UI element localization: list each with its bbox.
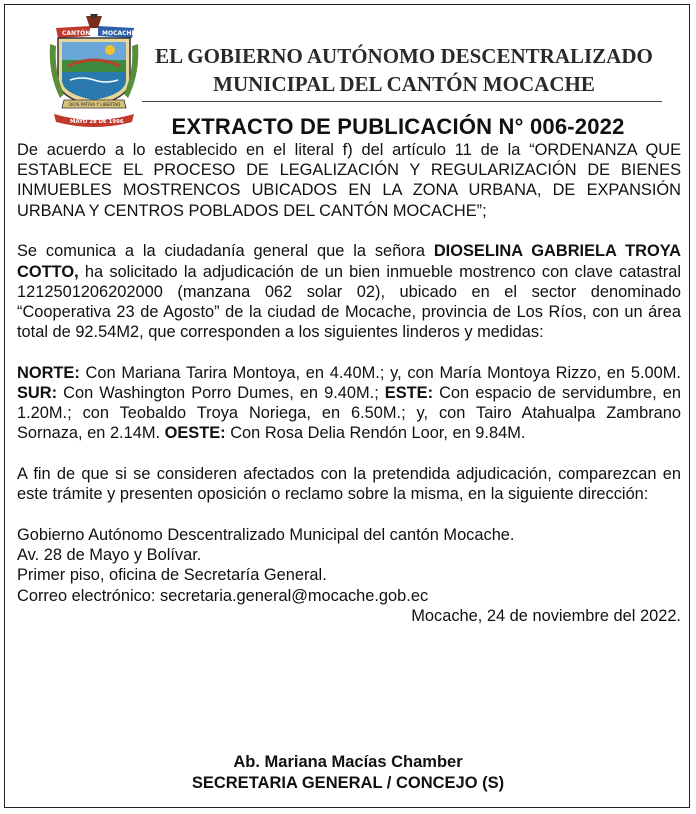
boundary-south-text: Con Washington Porro Dumes, en 9.40M.; xyxy=(57,384,385,403)
boundary-west-text: Con Rosa Delia Rendón Loor, en 9.84M. xyxy=(225,424,526,443)
header xyxy=(0,0,696,125)
paragraph-objection: A fin de que si se consideren afectados con la pretendida adjudicación, comparezcan en este trámite y presenten oposición o reclamo sobre la misma, en la siguiente dirección: xyxy=(17,465,681,504)
boundary-east-label: ESTE: xyxy=(384,384,434,403)
signatory-role: SECRETARIA GENERAL / CONCEJO (S) xyxy=(191,774,505,792)
paragraph-legal-basis: De acuerdo a lo establecido en el literal f) del artículo 11 de la “ORDENANZA QUE ESTABLECE EL PROCESO DE LEGALIZACIÓN Y REGULARIZACIÓN DE BIENES INMUEBLES MOSTRENCOS UBICADOS EN LA ZONA URBANA, DE EXPANSIÓN URBANA Y CENTROS POBLADOS DEL CANTÓN MOCACHE”; xyxy=(17,141,681,220)
crest-ribbon-bottom: MAYO 28 DE 1996 xyxy=(70,119,124,125)
document-body xyxy=(17,140,681,626)
address-email-line: Correo electrónico: secretaria.general@mocache.gob.ec xyxy=(17,586,429,605)
organization-name xyxy=(140,42,668,98)
boundary-north-text: Con Mariana Tarira Montoya, en 4.40M.; y, con María Montoya Rizzo, en 5.00M. xyxy=(79,363,681,382)
address-block xyxy=(17,525,681,606)
boundary-south-label: SUR: xyxy=(17,384,58,403)
boundary-east-text: Con espacio de servidumbre, en 1.20M.; con Teobaldo Troya Noriega, en 6.50M.; y, con Tairo Atahualpa Zambrano Sornaza, en 2.14M. xyxy=(17,384,681,443)
address-line: Gobierno Autónomo Descentralizado Municipal del cantón Mocache. xyxy=(17,526,515,545)
municipal-crest-icon xyxy=(46,14,142,132)
address-line: Primer piso, oficina de Secretaría General. xyxy=(17,566,327,585)
organization-name-line2: MUNICIPAL DEL CANTÓN MOCACHE xyxy=(213,72,595,96)
paragraph-boundaries xyxy=(17,363,681,444)
boundary-north-label: NORTE: xyxy=(17,363,80,382)
paragraph-applicant xyxy=(17,241,681,342)
place-and-date: Mocache, 24 de noviembre del 2022. xyxy=(411,606,681,625)
signature-block xyxy=(0,752,696,794)
crest-banner-left: CANTÓN xyxy=(62,30,91,37)
signatory-name: Ab. Mariana Macías Chamber xyxy=(233,753,463,771)
organization-name-line1: EL GOBIERNO AUTÓNOMO DESCENTRALIZADO xyxy=(155,44,653,68)
crest-banner-right: MOCACHE xyxy=(102,30,136,37)
boundary-west-label: OESTE: xyxy=(164,424,226,443)
applicant-details: ha solicitado la adjudicación de un bien inmueble mostrenco con clave catastral 1212501206202000 (manzana 062 solar 02), ubicado en el sector denominado “Cooperativa 23 de Agosto” de la ciudad de Mocache, provincia de Los Ríos, con un área total de 92.54M2, que corresponden a los siguientes linderos y medidas: xyxy=(17,262,681,342)
applicant-name: DIOSELINA GABRIELA TROYA COTTO, xyxy=(17,242,681,281)
applicant-intro: Se comunica a la ciudadanía general que la señora xyxy=(17,242,434,261)
crest-ribbon-mid: DIOS PATRIA Y LIBERTAD xyxy=(69,102,121,107)
address-line: Av. 28 de Mayo y Bolívar. xyxy=(17,546,202,565)
header-divider xyxy=(142,101,662,102)
document-title: EXTRACTO DE PUBLICACIÓN N° 006-2022 xyxy=(171,114,625,139)
